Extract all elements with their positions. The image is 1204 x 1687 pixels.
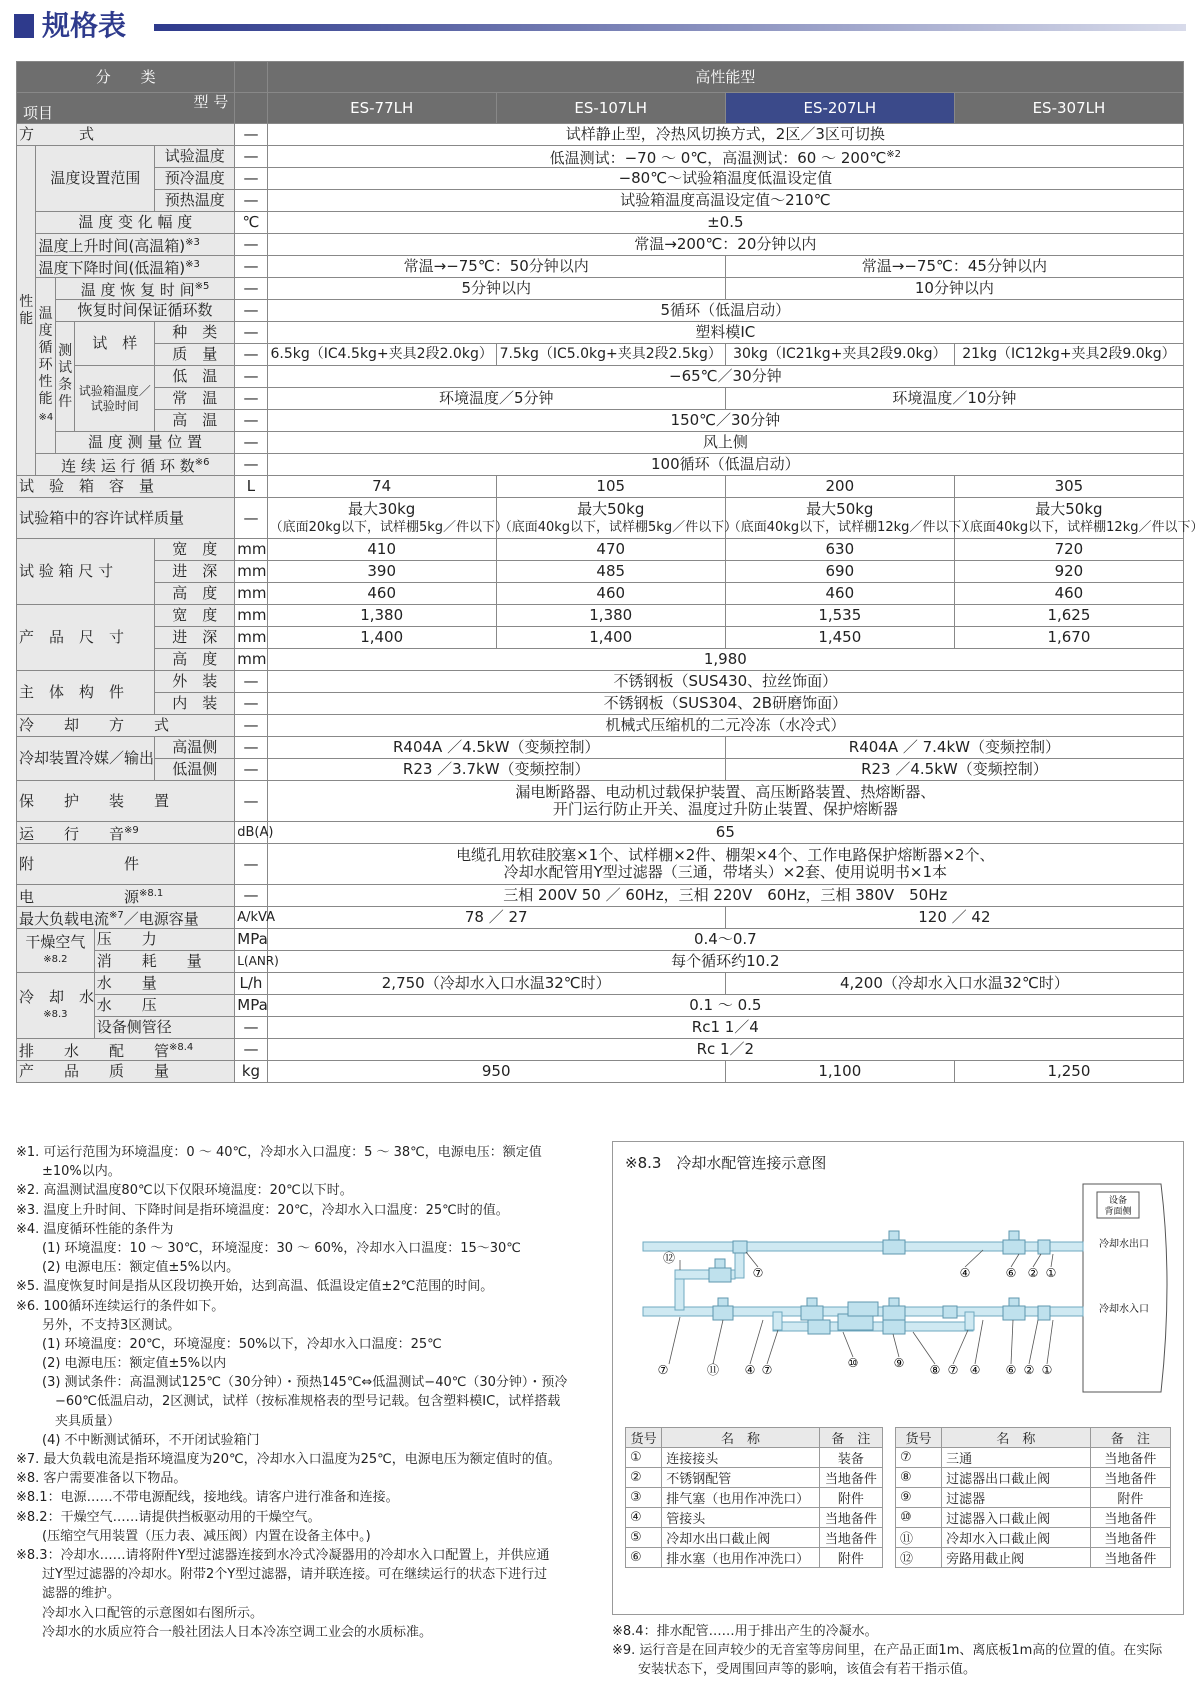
row-fall-time: 温度下降时间(低温箱)$^{※3}$ — 常温→−75℃：50分钟以内 常温→−75℃：45分钟以内 [17, 256, 1184, 278]
spec-table [16, 61, 1204, 1083]
row-high-temp: 高 温 — 150℃／30分钟 [17, 410, 1184, 432]
note-line: ※6. 100循环连续运行的条件如下。 [16, 1298, 225, 1314]
row-water-pressure: 水 压 MPa 0.1 ～ 0.5 [17, 995, 1184, 1017]
note-line: ※8.2：干燥空气……请提供挡板驱动用的干燥空气。 [16, 1509, 321, 1525]
note-line: ※3. 温度上升时间、下降时间是指环境温度：20℃，冷却水入口温度：25℃时的值。 [16, 1202, 509, 1218]
header-item-model: 项目 型 号 [17, 93, 235, 124]
note-line: ※8.1：电源……不带电源配线，接地线。请客户进行准备和连接。 [16, 1490, 399, 1506]
row-rise-time: 温度上升时间(高温箱)$^{※3}$ — 常温→200℃：20分钟以内 [17, 234, 1184, 256]
callout-7: ⑦ [657, 1363, 669, 1377]
row-noise: 运 行 音$^{※9}$ dB(A) 65 [17, 822, 1184, 844]
callout-8: ⑧ [929, 1363, 941, 1377]
row-prod-width: 产 品 尺 寸 宽 度 mm 1,380 1,380 1,535 1,625 [17, 605, 1184, 627]
callout-12: ⑫ [662, 1251, 676, 1265]
row-box-depth: 进 深 mm 390 485 690 920 [17, 561, 1184, 583]
note-line: −60℃低温启动，2区测试，试样（按标准规格表的型号记载。包含塑料模IC，试样搭载 [16, 1394, 561, 1410]
callout-2: ② [1023, 1363, 1035, 1377]
row-air-pressure: 干燥空气 ※8.2 压 力 MPa 0.4～0.7 [17, 929, 1184, 951]
outlet-label: 冷却水出口 [1099, 1239, 1149, 1250]
equipment-side-label: 背面侧 [1104, 1207, 1132, 1217]
note-line: ※1. 可运行范围为环境温度：0 ～ 40℃，冷却水入口温度：5 ～ 38℃，电源电压：额定值 [16, 1145, 542, 1160]
callout-4: ④ [959, 1266, 971, 1280]
header-square-icon [14, 14, 34, 38]
table-model-row [17, 93, 1184, 124]
row-sample-mass: 质 量 — 6.5kg（IC4.5kg+夹具2段2.0kg） 7.5kg（IC5.0kg+夹具2段2.5kg） 30kg（IC21kg+夹具2段9.0kg） 21kg（IC12kg+夹具2段9.0kg） [17, 344, 1184, 366]
note-line: 安装状态下，受周围回声等的影响，该值会有若干指示值。 [612, 1662, 977, 1677]
diagram-title: ※8.3 冷却水配管连接示意图 [625, 1154, 827, 1172]
note-line: 另外，不支持3区测试。 [16, 1317, 181, 1333]
legend-row: ② 不锈钢配管 当地备件 [626, 1468, 883, 1488]
equipment-label: 设备 [1108, 1196, 1128, 1206]
note-line: 过Y型过滤器的冷却水。附带2个Y型过滤器，请并联连接。可在继续运行的状态下进行过 [16, 1567, 548, 1583]
row-preheat: 预热温度 — 试验箱温度高温设定值～210℃ [17, 190, 1184, 212]
header-rule [154, 24, 1186, 31]
performance-label: 性能 [17, 146, 36, 476]
note-line: ±10%以内。 [16, 1164, 121, 1180]
row-sample-kind: 测试条件 试 样 种 类 — 塑料模IC [17, 322, 1184, 344]
right-footnotes [612, 1622, 1182, 1679]
callout-7: ⑦ [761, 1363, 773, 1377]
callout-4: ④ [744, 1363, 756, 1377]
note-line: (2) 电源电压：额定值±5%以内 [16, 1356, 227, 1372]
callout-6: ⑥ [1005, 1363, 1017, 1377]
legend-row: ⑨ 过滤器 附件 [896, 1488, 1171, 1508]
row-high-side: 冷却装置冷媒／输出 高温侧 — R404A ／4.5kW（变频控制） R404A ／ 7.4kW（变频控制） [17, 737, 1184, 759]
legend-table-left: 货号 名 称 备 注 ① 连接接头 装备 ② 不锈钢配管 当地备件 ③ 排气塞（也用作冲洗口） 附件 ④ 管接头 当地备件 ⑤ 冷却水出口截止阀 当地备件 ⑥ 排水塞（也用作冲洗口） 附件 [625, 1427, 883, 1568]
row-normal-temp: 常 温 — 环境温度／5分钟 环境温度／10分钟 [17, 388, 1184, 410]
note-line: 滤器的维护。 [16, 1586, 121, 1602]
row-measure-pos: 温 度 测 量 位 置 — 风上侧 [17, 432, 1184, 454]
callout-7: ⑦ [752, 1266, 764, 1280]
legend-row: ⑫ 旁路用截止阀 当地备件 [896, 1548, 1171, 1568]
row-method: 方 式 — 试样静止型，冷热风切换方式，2区／3区可切换 [17, 124, 1184, 146]
piping-diagram [612, 1141, 1184, 1615]
footnotes [16, 1143, 596, 1642]
legend-table-right: 货号 名 称 备 注 ⑦ 三通 当地备件 ⑧ 过滤器出口截止阀 当地备件 ⑨ 过滤器 附件 ⑩ 过滤器入口截止阀 当地备件 ⑪ 冷却水入口截止阀 当地备件 ⑫ 旁路用截止阀 当地备件 [895, 1427, 1171, 1568]
row-accessories: 附 件 — 电缆孔用软硅胶塞×1个、试样棚×2件、棚架×4个、工作电路保护熔断器×2个、 冷却水配管用Y型过滤器（三通，带堵头）×2套、使用说明书×1本 [17, 844, 1184, 885]
callout-11: ⑪ [706, 1363, 720, 1377]
row-low-side: 低温侧 — R23 ／3.7kW（变频控制） R23 ／4.5kW（变频控制） [17, 759, 1184, 781]
row-prod-height: 高 度 mm 1,980 [17, 649, 1184, 671]
row-water-diameter: 设备侧管径 — Rc1 1／4 [17, 1017, 1184, 1039]
row-drain: 排 水 配 管$^{※8.4}$ — Rc 1／2 [17, 1039, 1184, 1061]
cycle-label: 温度循环性能 ※4 [36, 278, 55, 454]
row-exterior: 主 体 构 件 外 装 — 不锈钢板（SUS430、拉丝饰面） [17, 671, 1184, 693]
callout-10: ⑩ [847, 1356, 859, 1370]
note-line: ※8.4：排水配管……用于排出产生的冷凝水。 [612, 1624, 878, 1639]
model-107lh: ES-107LH [496, 93, 725, 124]
header-group: 高性能型 [267, 62, 1183, 93]
inlet-label: 冷却水入口 [1099, 1304, 1149, 1315]
callout-1: ① [1045, 1266, 1057, 1280]
callout-4: ④ [969, 1363, 981, 1377]
legend-row: ⑦ 三通 当地备件 [896, 1448, 1171, 1468]
model-307lh: ES-307LH [954, 93, 1183, 124]
legend-row: ⑤ 冷却水出口截止阀 当地备件 [626, 1528, 883, 1548]
legend-row: ⑪ 冷却水入口截止阀 当地备件 [896, 1528, 1171, 1548]
note-line: (2) 电源电压：额定值±5%以内。 [16, 1260, 240, 1276]
row-protection: 保 护 装 置 — 漏电断路器、电动机过载保护装置、高压断路装置、热熔断器、 开门运行防止开关、温度过升防止装置、保护熔断器 [17, 781, 1184, 822]
page-title: 规格表 [42, 9, 127, 42]
legend-row: ③ 排气塞（也用作冲洗口） 附件 [626, 1488, 883, 1508]
row-box-width: 试 验 箱 尺 寸 宽 度 mm 410 470 630 720 [17, 539, 1184, 561]
row-precool: 预冷温度 — −80℃～试验箱温度低温设定值 [17, 168, 1184, 190]
note-line: (4) 不中断测试循环，不开闭试验箱门 [16, 1432, 260, 1448]
note-line: ※4. 温度循环性能的条件为 [16, 1221, 174, 1237]
note-line: 冷却水入口配管的示意图如右图所示。 [16, 1605, 264, 1621]
callout-9: ⑨ [893, 1356, 905, 1370]
header-category: 分 类 [17, 62, 235, 93]
callout-2: ② [1027, 1266, 1039, 1280]
note-line: ※5. 温度恢复时间是指从区段切换开始，达到高温、低温设定值±2℃范围的时间。 [16, 1279, 494, 1295]
note-line: (压缩空气用装置（压力表、减压阀）内置在设备主体中。) [16, 1528, 371, 1544]
callout-1: ① [1041, 1363, 1053, 1377]
section-header [14, 8, 1186, 44]
note-line: (1) 环境温度：20℃，环境湿度：50%以下，冷却水入口温度：25℃ [16, 1336, 442, 1352]
note-line: ※8. 客户需要准备以下物品。 [16, 1471, 187, 1487]
callout-6: ⑥ [1005, 1266, 1017, 1280]
row-test-temp: 性能 温度设置范围 试验温度 — 低温测试：−70 ～ 0℃，高温测试：60 ～ 200℃$^{※2}$ [17, 146, 1184, 168]
note-line: ※2. 高温测试温度80℃以下仅限环境温度：20℃以下时。 [16, 1183, 353, 1199]
row-recovery: 温度循环性能 ※4 温 度 恢 复 时 间$^{※5}$ — 5分钟以内 10分钟以内 [17, 278, 1184, 300]
legend-row: ④ 管接头 当地备件 [626, 1508, 883, 1528]
note-line: ※8.3：冷却水……请将附件Y型过滤器连接到水冷式冷凝器用的冷却水入口配置上，并供应通 [16, 1547, 550, 1563]
row-fluctuation: 温 度 变 化 幅 度 ℃ ±0.5 [17, 212, 1184, 234]
note-line: 冷却水的水质应符合一般社团法人日本冷冻空调工业会的水质标准。 [16, 1624, 433, 1640]
row-power: 电 源$^{※8.1}$ — 三相 200V 50 ／ 60Hz，三相 220V 60Hz，三相 380V 50Hz [17, 885, 1184, 907]
legend-row: ⑥ 排水塞（也用作冲洗口） 附件 [626, 1548, 883, 1568]
note-line: 夹具质量） [16, 1413, 121, 1429]
row-air-consumption: 消 耗 量 L(ANR) 每个循环约10.2 [17, 951, 1184, 973]
row-guarantee: 恢复时间保证循环数 — 5循环（低温启动） [17, 300, 1184, 322]
note-line: ※9. 运行音是在回声较少的无音室等房间里，在产品正面1m、离底板1m高的位置的值。在实际 [612, 1643, 1163, 1658]
note-line: ※7. 最大负载电流是指环境温度为20℃，冷却水入口温度为25℃，电源电压为额定值时的值。 [16, 1452, 561, 1467]
model-77lh: ES-77LH [267, 93, 496, 124]
note-line: (1) 环境温度：10 ～ 30℃，环境湿度：30 ～ 60%，冷却水入口温度：15～30℃ [16, 1240, 521, 1256]
row-cooling: 冷 却 方 式 — 机械式压缩机的二元冷冻（水冷式） [17, 715, 1184, 737]
row-continuous: 连 续 运 行 循 环 数$^{※6}$ — 100循环（低温启动） [17, 454, 1184, 476]
table-header-row [17, 62, 1184, 93]
row-prod-depth: 进 深 mm 1,400 1,400 1,450 1,670 [17, 627, 1184, 649]
row-current: 最大负载电流$^{※7}$／电源容量 A/kVA 78 ／ 27 120 ／ 42 [17, 907, 1184, 929]
row-interior: 内 装 — 不锈钢板（SUS304、2B研磨饰面） [17, 693, 1184, 715]
row-allow-mass: 试验箱中的容许试样质量 — 最大30kg （底面20kg以下，试样棚5kg／件以下） 最大50kg （底面40kg以下，试样棚5kg／件以下） 最大50kg （底面40kg以下，试样棚12kg／件以下） 最大50kg （底面40kg以下，试样棚12kg／件以下） [17, 498, 1184, 539]
model-207lh: ES-207LH [725, 93, 954, 124]
row-water-qty: 冷 却 水 ※8.3 水 量 L/h 2,750（冷却水入口水温32℃时） 4,200（冷却水入口水温32℃时） [17, 973, 1184, 995]
legend-row: ① 连接接头 装备 [626, 1448, 883, 1468]
row-weight: 产 品 质 量 kg 950 1,100 1,250 [17, 1061, 1184, 1083]
piping-schematic [613, 1142, 1183, 1422]
note-line: (3) 测试条件：高温测试125℃（30分钟）・预热145℃⇔低温测试−40℃（30分钟）・预冷 [16, 1375, 568, 1391]
row-capacity: 试 验 箱 容 量 L 74 105 200 305 [17, 476, 1184, 498]
legend-row: ⑧ 过滤器出口截止阀 当地备件 [896, 1468, 1171, 1488]
legend-row: ⑩ 过滤器入口截止阀 当地备件 [896, 1508, 1171, 1528]
row-low-temp: 试验箱温度／试验时间 低 温 — −65℃／30分钟 [17, 366, 1184, 388]
callout-7: ⑦ [947, 1363, 959, 1377]
row-box-height: 高 度 mm 460 460 460 460 [17, 583, 1184, 605]
